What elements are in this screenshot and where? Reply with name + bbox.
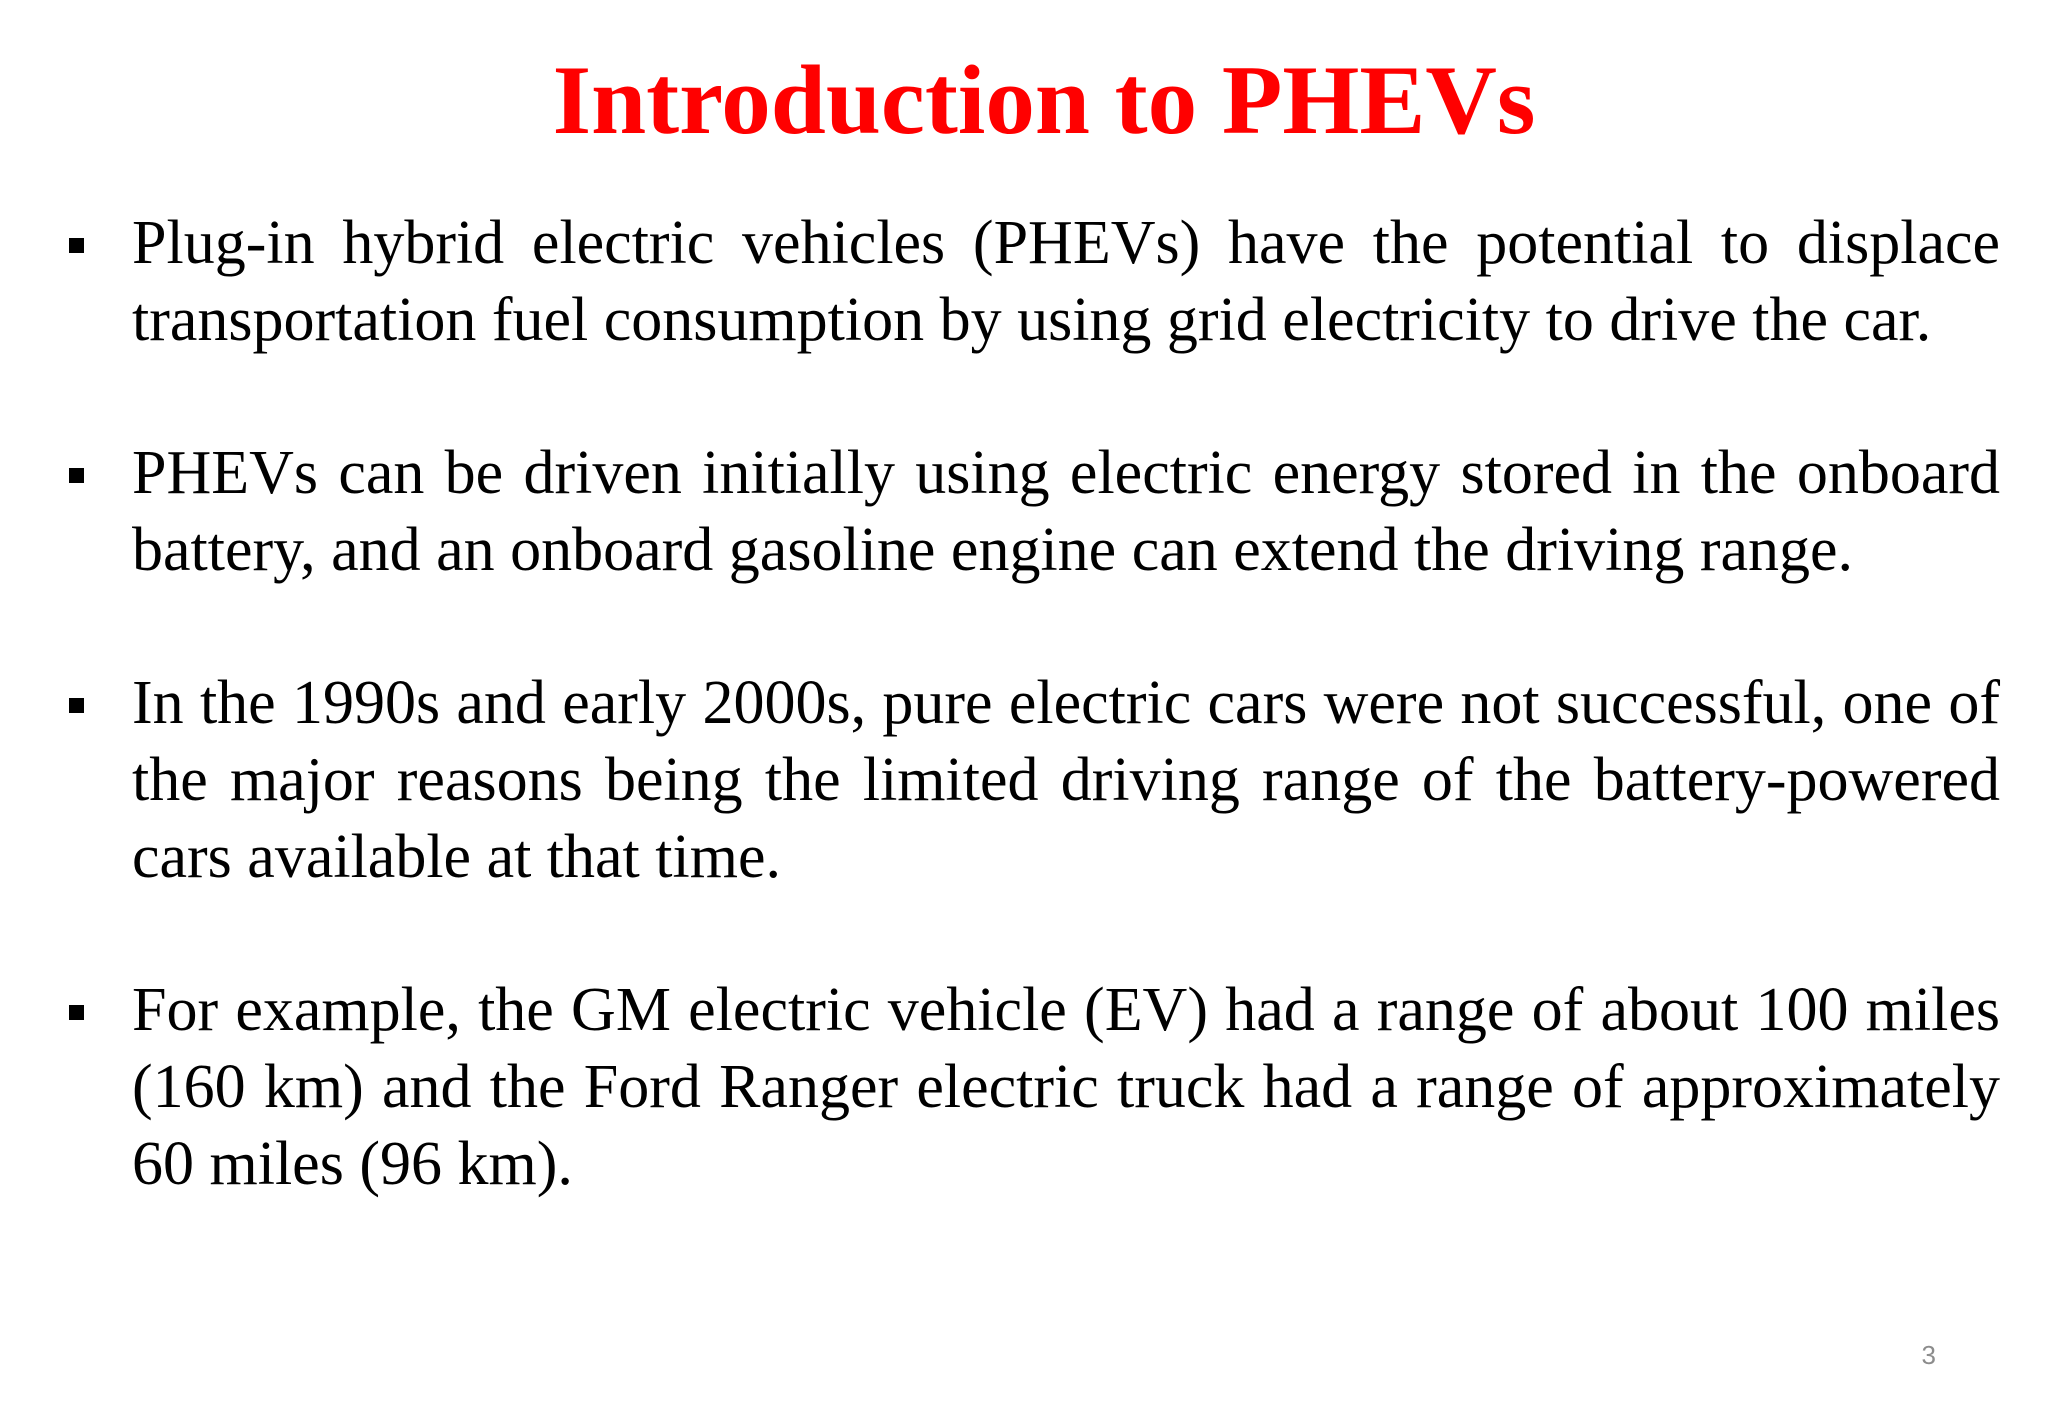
square-bullet-icon [69, 468, 84, 483]
square-bullet-icon [69, 1005, 84, 1020]
bullet-text: For example, the GM electric vehicle (EV) had a range of about 100 miles (160 km) and the Ford Ranger electric truck had a range of approximately 60 miles (96 km). [132, 976, 2000, 1198]
bullet-item [132, 665, 2000, 896]
bullet-text: Plug-in hybrid electric vehicles (PHEVs) have the potential to displace transportation fuel consumption by using grid electricity to drive the car. [132, 209, 2000, 354]
bullet-text: In the 1990s and early 2000s, pure electric cars were not successful, one of the major reasons being the limited driving range of the battery-powered cars available at that time. [132, 669, 2000, 891]
bullet-text: PHEVs can be driven initially using electric energy stored in the onboard battery, and an onboard gasoline engine can extend the driving range. [132, 439, 2000, 584]
square-bullet-icon [69, 238, 84, 253]
bullet-item [132, 435, 2000, 589]
bullet-item [132, 205, 2000, 359]
bullet-item [132, 972, 2000, 1203]
slide-title: Introduction to PHEVs [552, 46, 1536, 155]
square-bullet-icon [69, 698, 84, 713]
page-number: 3 [1921, 1340, 1936, 1370]
bullet-list [132, 205, 2000, 1279]
